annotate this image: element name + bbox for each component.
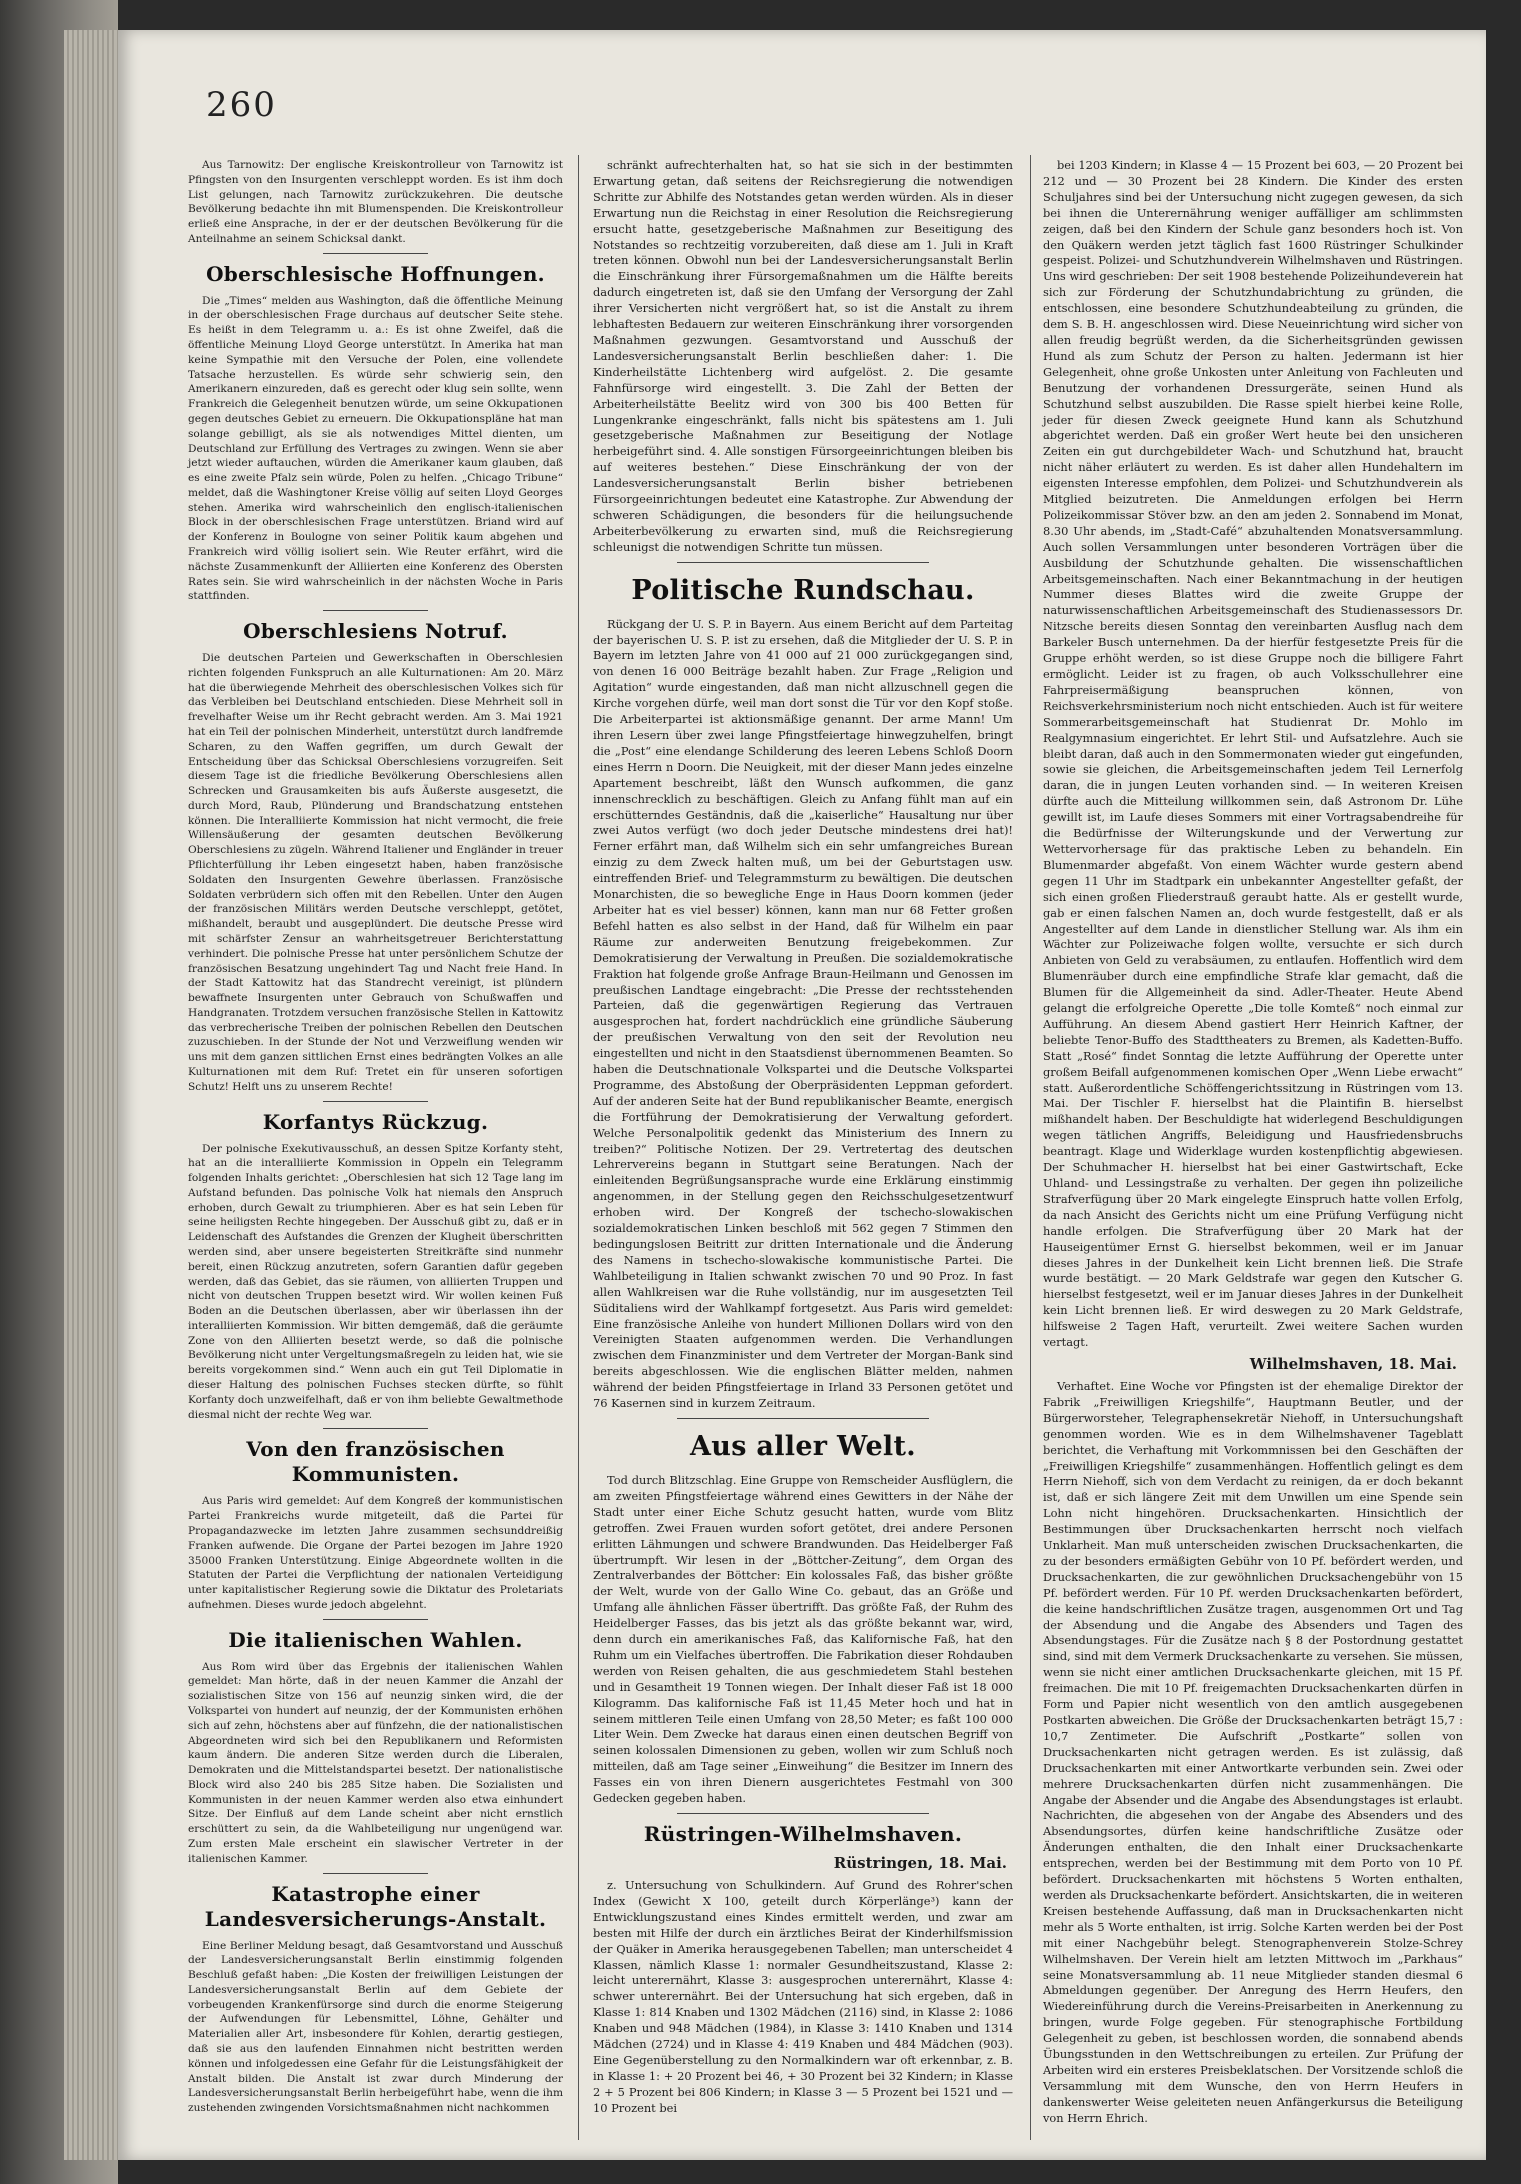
article-headline: Die italienischen Wahlen.	[228, 1627, 523, 1652]
article-hoffnungen	[188, 262, 563, 604]
article-body: schränkt aufrechterhalten hat, so hat sie sich in der bestimmten Erwartung getan, daß seitens der Reichsregierung die notwendigen Schritte zur Abhilfe des Notstandes getan werden würden. Als in dieser Erwartung nun die Reichstag in einer Resolution die Reichsregierung ersucht hatte, gesetzgeberische Maßnahmen zur Beseitigung des Notstandes so rechtzeitig vorzubereiten, daß diese am 1. Juli in Kraft treten können. Obwohl nun bei der Landesversicherungsanstalt Berlin die Einschränkung ihrer Fürsorgemaßnahmen um die Hälfte bereits dadurch eingetreten ist, daß sie den Umfang der Versorgung der Zahl ihrer Versicherten nicht vergrößert hat, so ist die Anstalt zu ihrem lebhaftesten Bedauern zur weiteren Einschränkung ihrer vorsorgenden Maßnahmen gezwungen. Gesamtvorstand und Ausschuß der Landesversicherungsanstalt Berlin beschließen daher: 1. Die Kinderheilstätte Lichtenberg wird aufgelöst. 2. Die gesamte Fahnfürsorge wird eingestellt. 3. Die Zahl der Betten der Arbeiterheilstätte Beelitz wird von 300 bis 400 Betten für Lungenkranke eingeschränkt, falls nicht bis spätestens am 1. Juli gesetzgeberische Maßnahmen zur Beseitigung der Notlage herbeigeführt sind. 4. Alle sonstigen Fürsorgeeinrichtungen bleiben bis auf weiteres bestehen.“ Diese Einschränkung der von der Landesversicherungsanstalt Berlin bisher betriebenen Fürsorgeeinrichtungen bedeutet eine Katastrophe. Zur Abwendung der schweren Schädigungen, die besonders für die heilungsuchende Arbeiterbevölkerung zu erwarten sind, muß die Reichsregierung schleunigst die notwendigen Schritte tun müssen.	[593, 158, 1013, 554]
article-local-news	[1043, 158, 1463, 1351]
article-body: Aus Tarnowitz: Der englische Kreiskontrolleur von Tarnowitz ist Pfingsten von den Insurgenten verschleppt worden. Es ist ihm doch List gelungen, nach Tarnowitz zurückzukehren. Die deutsche Bevölkerung bedachte ihn mit Blumenspenden. Die Kreiskontrolleur erließ eine Ansprache, in der er der deutschen Bevölkerung für die Anteilnahme an seinem Schicksal dankt.	[188, 159, 563, 245]
article-notruf	[188, 619, 563, 1094]
article-body: Verhaftet. Eine Woche vor Pfingsten ist der ehemalige Direktor der Fabrik „Freiwilligen Kriegshilfe“, Hauptmann Beutler, und der Bürgerworsteher, Telegraphensekretär Niehoff, in Untersuchungshaft genommen worden. Wie es in dem Wilhelmshavener Tageblatt berichtet, die Verhaftung mit Vorkommnissen bei den Geschäften der „Freiwilligen Kriegshilfe“ zusammenhängen. Hoffentlich gelingt es dem Herrn Niehoff, sich von dem Verdacht zu reinigen, da er doch bekannt ist, daß er sich längere Zeit mit dem Unwillen um eine Spende sein Lohn nicht hingehören. Drucksachenkarten. Hinsichtlich der Bestimmungen über Drucksachenkarten herrscht noch vielfach Unklarheit. Man muß unterscheiden zwischen Drucksachenkarten, die zu der besonders ermäßigten Gebühr von 10 Pf. befördert werden, und Drucksachenkarten, die zur gewöhnlichen Drucksachengebühr von 15 Pf. befördert werden. Für 10 Pf. werden Drucksachenkarten befördert, die keine handschriftlichen Zusätze tragen, ausgenommen Ort und Tag der Absendung und die Angabe des Absenders und Tagen des Absendungstages. Für die Zusätze nach § 8 der Postordnung gestattet sind, sind mit dem Vermerk Drucksachenkarte zu versehen. Sie müssen, wenn sie nicht einer amtlichen Drucksachenkarte gleichen, mit 15 Pf. freimachen. Die mit 10 Pf. freigemachten Drucksachenkarten dürfen in Form und Papier nicht wesentlich von den amtlich ausgegebenen Postkarten abweichen. Die Größe der Drucksachenkarten beträgt 15,7 : 10,7 Zentimeter. Die Aufschrift „Postkarte“ sollen von Drucksachenkarten nicht getragen werden. Es ist zulässig, daß Drucksachenkarten mit einer Antwortkarte verbunden sein. Zwei oder mehrere Drucksachenkarten dürfen nicht zusammenhängen. Die Angabe der Absender und die Angabe des Absendungstages ist erlaubt. Nachrichten, die abgesehen von der Angabe des Absenders und des Absendungsortes, dürfen keine handschriftliche Zusätze oder Änderungen enthalten, die den Inhalt einer Drucksachenkarte entsprechen, werden bei der Bestimmung mit dem Porto von 10 Pf. befördert. Drucksachenkarten mit höchstens 5 Worten enthalten, werden als Drucksachenkarte befördert. Ansichtskarten, die in weiteren Kreisen bestehende Auffassung, daß man in Drucksachenkarten nicht mehr als 5 Worte enthalten, ist irrig. Solche Karten werden bei der Post mit einer Nachgebühr belegt. Stenographenverein Stolze-Schrey Wilhelmshaven. Der Verein hielt am letzten Mittwoch im „Parkhaus“ seine Monatsversammlung ab. 11 neue Mitglieder standen diesmal 6 Abmeldungen gegenüber. Der Anregung des Herrn Heufers, den Wiedereinführung durch die Vereins-Preisarbeiten in Anerkennung zu bringen, wurde Folge gegeben. Für stenographische Fortbildung Gelegenheit zu geben, ist beschlossen worden, die sonnabend abends Übungsstunden in den Wettschreibungen zu erteilen. Zur Prüfung der Arbeiten wird ein ersteres Preisbeklatschen. Der Vorsitzende schloß die Versammlung mit dem Wunsche, den von Herrn Heufers in dankenswerter Weise geleiteten neuen Anfängerkursus die Beteiligung von Herrn Ehrich.	[1043, 1378, 1463, 2125]
dateline: Wilhelmshaven, 18. Mai.	[1249, 1354, 1457, 1373]
separator	[677, 1418, 929, 1419]
article-body: z. Untersuchung von Schulkindern. Auf Grund des Rohrer'schen Index (Gewicht X 100, geteilt durch Körperlänge³) kann der Entwicklungszustand eines Kindes ermittelt werden, und zwar am besten mit Hilfe der durch ein ärztliches Beirat der Kinderhilfsmission der Quäker in Amerika herausgegebenen Tabellen; man unterscheidet 4 Klassen, nämlich Klasse 1: normaler Gesundheitszustand, Klasse 2: leicht unterernährt, Klasse 3: ausgesprochen unterernährt, Klasse 4: schwer unterernährt. Bei der Untersuchung hat sich ergeben, daß in Klasse 1: 814 Knaben und 1302 Mädchen (2116) sind, in Klasse 2: 1086 Knaben und 948 Mädchen (1984), in Klasse 3: 1410 Knaben und 1314 Mädchen (2724) und in Klasse 4: 419 Knaben und 484 Mädchen (903). Eine Gegenüberstellung zu den Normalkindern war oft erkennbar, z. B. in Klasse 1: + 20 Prozent bei 46, + 30 Prozent bei 32 Kindern; in Klasse 2 + 5 Prozent bei 806 Kindern; in Klasse 3 — 5 Prozent bei 1521 und — 10 Prozent bei	[593, 1878, 1013, 2115]
article-kommunisten	[188, 1437, 563, 1612]
article-wilhelmshaven	[1043, 1355, 1463, 2127]
article-body: Die „Times“ melden aus Washington, daß die öffentliche Meinung in der oberschlesischen Frage durchaus auf deutscher Seite stehe. Es heißt in dem Telegramm u. a.: Es ist ohne Zweifel, daß die öffentliche Meinung Lloyd George unterstützt. In Amerika hat man keine Sympathie mit den Versuche der Polen, eine vollendete Tatsache herzustellen. Es würde sehr schwierig sein, den Amerikanern einzureden, daß es gerecht oder klug sein sollte, wenn Frankreich die Gelegenheit benutzen würde, um seine Okkupationen gegen deutsches Gebiet zu erneuern. Die Okkupationspläne hat man solange gebilligt, als sie als notwendiges Mittel dienten, um Deutschland zur Erfüllung des Vertrages zu zwingen. Wenn sie aber jetzt wieder auftauchen, würden die Amerikaner kaum glauben, daß es eine zweite Pfalz sein würde, Polen zu helfen. „Chicago Tribune“ meldet, daß die Washingtoner Kreise völlig auf seiten Lloyd Georges stehen. Amerika wird wahrscheinlich den englisch-italienischen Block in der oberschlesischen Frage unterstützen. Briand wird auf der Konferenz in Boulogne von seiner Politik kaum abgehen und Frankreich wird völlig isoliert sein. Wie Reuter erfährt, wird die nächste Zusammenkunft der Alliierten eine Konferenz des Obersten Rates sein. Sie wird wahrscheinlich in der nächsten Woche in Paris stattfinden.	[188, 294, 563, 603]
article-headline: Korfantys Rückzug.	[262, 1109, 489, 1134]
article-body: Aus Paris wird gemeldet: Auf dem Kongreß der kommunistischen Partei Frankreichs wurde mitgeteilt, daß die Partei für Propagandazwecke im letzten Jahre zusammen sechsunddreißig Franken aufwende. Die Organe der Partei bezogen im Jahre 1920 35000 Franken Unterstützung. Einige Abgeordnete wollten in die Statuten der Partei die Verpflichtung der nationalen Verteidigung unter kapitalistischer Regierung sowie die Diktatur des Proletariats aufnehmen. Dieses wurde jedoch abgelehnt.	[188, 1495, 563, 1611]
article-body: Der polnische Exekutivausschuß, an dessen Spitze Korfanty steht, hat an die interalliierte Kommission in Oppeln ein Telegramm folgenden Inhalts gerichtet: „Oberschlesien hat sich 12 Tage lang im Aufstand befunden. Das polnische Volk hat niemals den Anspruch erhoben, durch Gewalt zu triumphieren. Aber es hat sein Leben für seine heiligsten Rechte hingegeben. Der Ausschuß gibt zu, daß er in Leidenschaft des Aufstandes die Grenzen der Klugheit überschritten werden sind, aber unsere begeisterten Streitkräfte sind nunmehr bereit, einen Rückzug anzutreten, sofern Garantien dafür gegeben werden, daß das Gebiet, das sie räumen, von alliierten Truppen und nicht von deutschen Truppen besetzt wird. Wir wollen keinen Fuß Boden an die Deutschen überlassen, aber wir überlassen ihn der interalliierten Kommission. Wir bitten demgemäß, daß die geräumte Zone von den Alliierten besetzt werde, so daß die polnische Bevölkerung nicht unter Vergeltungsmaßregeln zu leiden hat, wie sie bereits vorgekommen sind.“ Wenn auch ein gut Teil Diplomatie in dieser Haltung des polnischen Fuchses stecken dürfte, so fühlt Korfanty doch unzweifelhaft, daß er von ihm beliebte Gewaltmethode diesmal nicht der rechte Weg war.	[188, 1142, 563, 1421]
section-headline: Aus aller Welt.	[690, 1430, 916, 1462]
column-divider	[578, 155, 579, 2140]
separator	[323, 1619, 428, 1620]
article-rundschau	[593, 575, 1013, 1412]
article-headline: Oberschlesiens Notruf.	[243, 619, 508, 644]
separator	[677, 1813, 929, 1814]
column-middle	[593, 158, 1013, 2121]
article-body: Aus Rom wird über das Ergebnis der italienischen Wahlen gemeldet: Man hörte, daß in der neuen Kammer die Anzahl der sozialistischen Sitze von 156 auf neunzig sinken wird, die der Volkspartei von hundert auf neunzig, der der Kommunisten erhöhen sich auf zehn, höchstens aber auf fünfzehn, die der nationalistischen Abgeordneten wird sich bei den Republikanern und Reformisten kaum ändern. Die anderen Sitze werden durch die Liberalen, Demokraten und die Mittelstandspartei besetzt. Der nationalistische Block wird also 240 bis 285 Sitze haben. Die Sozialisten und Kommunisten in der neuen Kammer werden also etwa einhundert Sitze. Der Einfluß auf dem Lande scheint aber nicht ernstlich erschüttert zu sein, da die Wahlbeteiligung nur ungenügend war. Zum ersten Male erscheint ein slawischer Vertreter in der italienischen Kammer.	[188, 1660, 563, 1865]
separator	[323, 610, 428, 611]
article-headline: Katastrophe einer Landesversicherungs-Anstalt.	[204, 1881, 547, 1931]
article-body: bei 1203 Kindern; in Klasse 4 — 15 Prozent bei 603, — 20 Prozent bei 212 und — 30 Prozent bei 28 Kindern. Die Kinder des ersten Schuljahres sind bei der Untersuchung nicht zugegen gewesen, da sich bei ihnen die Unterernährung weniger auffälliger am schlimmsten zeigen, daß bei den Kindern der Schule ganz besonders hoch ist. Von den Quäkern werden jetzt täglich fast 1600 Rüstringer Schulkinder gespeist. Polizei- und Schutzhundverein Wilhelmshaven und Rüstringen. Uns wird geschrieben: Der seit 1908 bestehende Polizeihundeverein hat sich zur Förderung der Schutzhundabrichtung zu gründen, die entschlossen, eine besondere Schutzhundeabteilung zu gründen, die dem S. B. H. angeschlossen wird. Diese Neueinrichtung wird sicher von allen freudig begrüßt werden, da die Sicherheitsgründen gewissen Hund als zum Schutz der Person zu halten. Jedermann ist hier Gelegenheit, ohne große Unkosten unter Anleitung von Fachleuten und Benutzung der vorhandenen Dressurgeräte, seinen Hund als Schutzhund selbst auszubilden. Die Rasse spielt hierbei keine Rolle, jeder für diesen Zweck geeignete Hund kann als Schutzhund abgerichtet werden. Daß ein großer Wert heute bei den unsicheren Zeiten ein gut durchgebildeter Wach- und Schutzhund hat, braucht nicht näher erläutert zu werden. Es ist daher allen Hundehaltern im eigensten Interesse empfohlen, dem Polizei- und Schutzhundverein als Mitglied beizutreten. Die Anmeldungen erfolgen bei Herrn Polizeikommissar Stöver bzw. an den am jeden 2. Sonnabend im Monat, 8.30 Uhr abends, im „Stadt-Café“ abzuhaltenden Monatsversammlung. Auch sollen Versammlungen unter besonderen Vorträgen über die Ausbildung der Schutzhunde gehalten. Die wissenschaftlichen Arbeitsgemeinschaften. Nach einer Bekanntmachung in der heutigen Nummer dieses Blattes wird die zweite Gruppe der naturwissenschaftlichen Arbeitsgemeinschaft des Studienassessors Dr. Nitzsche bereits diesen Sonntag den vereinbarten Ausflug nach dem Barkeler Busch unternehmen. Da der hierfür festgesetzte Preis für die Gruppe erhöht werden, so ist diese Gruppe noch die billigere Fahrt ermöglicht. Leider ist zu fragen, ob auch Volksschullehrer eine Fahrpreisermäßigung beanspruchen können, von Reichsverkehrsministerium noch nicht entschieden. Auch ist für weitere Sommerarbeitsgemeinschaft hat Studienrat Dr. Mohlo im Realgymnasium eingerichtet. Er lehrt Stil- und Aufsatzlehre. Auch sie bleibt daran, daß auch in den Sommermonaten wieder gut eingefunden, sowie sie gleichen, die Arbeitsgemeinschaften jedem Teil Lernerfolg daran, die in jungen Leuten vorhanden sind. — In weiteren Kreisen dürfte auch die Mitteilung willkommen sein, daß Astronom Dr. Lühe gewillt ist, im Laufe dieses Sommers mit einer Vortragsabendreihe für die Bedürfnisse der Wilterungskunde und der Verwertung zur Wettervorhersage für das praktische Leben zu behandeln. Ein Blumenmarder abgefaßt. Von einem Wächter wurde gestern abend gegen 11 Uhr im Stadtpark ein unbekannter Angestellter gefaßt, der sich einen großen Fliederstrauß geraubt hatte. Als er gestellt wurde, gab er einen falschen Namen an, doch wurde festgestellt, daß er als Angestellter auf dem Lande in dienstlicher Stellung war. Als ihm ein Wächter zur Polizeiwache folgen wollte, versuchte er sich durch Anbieten von Geld zu verabsäumen, zu entlaufen. Hoffentlich wird dem Blumenräuber durch eine empfindliche Strafe klar gemacht, daß die Blumen für die Allgemeinheit da sind. Adler-Theater. Heute Abend gelangt die erfolgreiche Operette „Die tolle Komteß“ noch einmal zur Aufführung. An diesem Abend gastiert Herr Heinrich Kaftner, der beliebte Tenor-Buffo des Stadttheaters zu Bremen, als Kadetten-Buffo. Statt „Rosé“ findet Sonntag die letzte Aufführung der Operette unter großem Beifall aufgenommenen komischen Oper „Wenn Liebe erwacht“ statt. Außerordentliche Schöffengerichtssitzung in Rüstringen vom 13. Mai. Der Tischler F. hierselbst hat die Plaintifin B. hierselbst mißhandelt haben. Der Beschuldigte hat widerlegend Beschuldigungen wegen tätlichen Angriffs, Beleidigung und Hausfriedensbruchs beantragt. Klage und Widerklage wurden kostenpflichtig abgewiesen. Der Schuhmacher H. hierselbst hat bei einer Gastwirtschaft, Ecke Uhland- und Lessingstraße zu verhalten. Der gegen ihn polizeiliche Strafverfügung über 20 Mark eingelegte Einspruch hatte vollen Erfolg, da nach Ansicht des Gerichts nicht um eine Prüfung Verfügung nicht handle erfolgen. Die Strafverfügung über 20 Mark hat der Hauseigentümer Ernst G. hierselbst bekommen, weil er im Januar dieses Jahres in der Dunkelheit kein Licht brennen ließ. Die Strafe wurde bestätigt. — 20 Mark Geldstrafe war gegen den Kutscher G. hierselbst festgesetzt, weil er im Januar dieses Jahres in der Dunkelheit kein Licht brennen ließ. Er wird deswegen zu 20 Mark Geldstrafe, hilfsweise 2 Tagen Haft, verurteilt. Zwei weitere Sachen wurden vertagt.	[1043, 158, 1463, 1350]
page-number: 260	[206, 85, 277, 125]
article-headline: Oberschlesische Hoffnungen.	[206, 261, 545, 286]
book-spine	[64, 30, 120, 2160]
column-left	[188, 158, 563, 2120]
section-headline: Rüstringen-Wilhelmshaven.	[643, 1822, 963, 1846]
separator	[677, 562, 929, 563]
separator	[323, 1101, 428, 1102]
separator	[323, 1873, 428, 1874]
article-landesversicherung-continued	[593, 158, 1013, 556]
section-headline: Politische Rundschau.	[631, 574, 975, 606]
article-landesversicherung	[188, 1882, 563, 2116]
article-body: Die deutschen Parteien und Gewerkschaften in Oberschlesien richten folgenden Funkspruch an alle Kulturnationen: Am 20. März hat die überwiegende Mehrheit des oberschlesischen Volkes sich für das Verbleiben bei Deutschland entschieden. Diese Mehrheit soll in frevelhafter Weise um ihr Recht gebracht werden. Am 3. Mai 1921 hat ein Teil der polnischen Minderheit, unterstützt durch landfremde Scharen, zu den Waffen gegriffen, um durch Gewalt der Entscheidung über das Schicksal Oberschlesiens vorzugreifen. Seit diesem Tage ist die friedliche Bevölkerung Oberschlesiens allen Schrecken und Grausamkeiten bis aufs Äußerste ausgesetzt, die durch Mord, Raub, Plünderung und Brandschatzung entstehen können. Die Interalliierte Kommission hat nicht vermocht, die freie Willensäußerung der gesamten deutschen Bevölkerung Oberschlesiens zu zügeln. Während Italiener und Engländer in treuer Pflichterfüllung ihr Leben eingesetzt haben, haben französische Soldaten den Insurgenten Gewehre überlassen. Französische Soldaten verbrüdern sich offen mit den Rebellen. Unter den Augen der französischen Militärs werden Deutsche verschleppt, getötet, mißhandelt, beraubt und ausgeplündert. Die deutsche Presse wird mit schärfster Zensur an wahrheitsgetreuer Berichterstattung verhindert. Die polnische Presse hat unter persönlichem Schutze der französischen Besatzung ungehindert Tag und Nacht freie Hand. In der Stadt Kattowitz hat das Standrecht vereinigt, ist plündern bewaffnete Insurgenten unter Gebrauch von Schußwaffen und Handgranaten. Trotzdem versuchen französische Stellen in Kattowitz das verbrecherische Treiben der polnischen Rebellen den Deutschen zuzuschieben. In der Stunde der Not und Verzweiflung wenden wir uns mit dem ganzen sittlichen Ernst eines bedrängten Volkes an alle Kulturnationen mit dem Ruf: Tretet ein für unseren sofortigen Schutz! Helft uns zu unserem Rechte!	[188, 652, 563, 1093]
article-wahlen	[188, 1628, 563, 1867]
separator	[323, 1428, 428, 1429]
article-body: Rückgang der U. S. P. in Bayern. Aus einem Bericht auf dem Parteitag der bayerischen U. S. P. ist zu ersehen, daß die Mitglieder der U. S. P. in Bayern im letzten Jahre von 41 000 auf 21 000 zurückgegangen sind, von denen 16 000 Beiträge bezahlt haben. Zur Frage „Religion und Agitation“ wurde eingestanden, daß man nicht allzuschnell gegen die Kirche vorgehen dürfe, weil man dort sonst die Tür vor den Kopf stoße. Die Arbeiterpartei ist aktionsmäßige genannt. Der arme Mann! Um ihren Lesern über zwei lange Pfingstfeiertage hinwegzuhelfen, bringt die „Post“ eine elendange Schilderung des leeren Lebens Schloß Doorn eines Herrn n Doorn. Die Neuigkeit, mit der dieser Mann jedes einzelne Apartement beschreibt, läßt den Wunsch aufkommen, die ganz innenschrecklich zu beschäftigen. Gleich zu Anfang fühlt man auf ein erschütterndes Geständnis, daß die „kaiserliche“ Hausaltung nur über zwei Autos verfügt (wo doch jeder Deutsche mindestens drei hat)! Ferner erfährt man, daß Wilhelm sich ein sehr umfangreiches Burean einzig zu dem Zweck halten muß, um bei der Geburtstagen usw. eintreffenden Brief- und Telegrammsturm zu bewältigen. Die deutschen Monarchisten, die so bewegliche Enge in Haus Doorn kommen (jeder Arbeiter hat es viel besser) können, kann man nur 68 Fetter großen Befehl hatten es also selbst in der Hand, daß für Wilhelm ein paar Räume zur anderweiten Benutzung freigebekommen. Zur Demokratisierung der Verwaltung in Preußen. Die sozialdemokratische Fraktion hat folgende große Anfrage Braun-Heilmann und Genossen im preußischen Landtage eingebracht: „Die Presse der rechtsstehenden Parteien, daß die gegenwärtigen Regierung das Vertrauen ausgesprochen hat, fordert nachdrücklich eine gründliche Säuberung der preußischen Verwaltung von den seit der Revolution neu eingestellten und nicht in den Staatsdienst übernommenen Beamten. So haben die Deutschnationale Volkspartei und die Deutsche Volkspartei Programme, des Abstoßung der Oberpräsidenten Leppman gefordert. Auf der anderen Seite hat der Bund republikanischer Beamte, energisch die Fortführung der Demokratisierung der Verwaltung gefordert. Welche Personalpolitik gedenkt das Ministerium des Innern zu treiben?“ Politische Notizen. Der 29. Vertretertag des deutschen Lehrervereins begann in Stuttgart seine Beratungen. Nach der einleitenden Begrüßungsansprache wurde eine Erklärung einstimmig angenommen, in der Stellung gegen den Reichsschulgesetzentwurf erhoben wird. Der Kongreß der tschecho-slowakischen sozialdemokratischen Linken beschloß mit 562 gegen 7 Stimmen den bedingungslosen Beitritt zur dritten Internationale und die Änderung des Namens in tschecho-slowakische kommunistische Partei. Die Wahlbeteiligung in Italien schwankt zwischen 70 und 90 Proz. In fast allen Wahlkreisen war die Ruhe vollständig, nur im ausgesetzten Teil Süditaliens wird der Wahlkampf fortgesetzt. Aus Paris wird gemeldet: Eine französische Anleihe von hundert Millionen Dollars wird von den Vereinigten Staaten aufgenommen werden. Die Verhandlungen zwischen dem Finanzminister und dem Vertreter der Morgan-Bank sind bereits abgeschlossen. Wie die englischen Blätter melden, nahmen während der beiden Pfingstfeiertage in Irland 33 Personen getötet und 76 Kasernen sind in kurzem Zeitraum.	[593, 616, 1013, 1411]
article-body: Tod durch Blitzschlag. Eine Gruppe von Remscheider Ausflüglern, die am zweiten Pfingstfeiertage während eines Gewitters in der Nähe der Stadt unter einer Eiche Schutz gesucht hatten, wurde vom Blitz getroffen. Zwei Frauen wurden sofort getötet, drei andere Personen erlitten Lähmungen und schwere Brandwunden. Das Heidelberger Faß übertrumpft. Wir lesen in der „Böttcher-Zeitung“, dem Organ des Zentralverbandes der Böttcher: Ein kolossales Faß, das bisher größte der Welt, wurde von der Gallo Wine Co. gebaut, das an Größe und Umfang alle ähnlichen Fässer übertrifft. Das größte Faß, der Ruhm des Heidelberger Fasses, das bis jetzt als das größte bekannt war, wird, denn durch ein amerikanisches Faß, das Kalifornische Faß, hat den Ruhm um ein Vielfaches übertroffen. Die Fabrikation dieser Rohdauben werden von Reisen gehalten, die aus geschmiedetem Stahl bestehen und in Gesamtheit 19 Tonnen wiegen. Der Inhalt dieser Faß ist 18 000 Kilogramm. Das kalifornische Faß ist 11,45 Meter hoch und hat in seinem mittleren Teile einen Umfang von 28,50 Meter; es faßt 100 000 Liter Wein. Dem Zwecke hat daraus einen einen deutschen Begriff von seinen kolossalen Dimensionen zu geben, wollen wir zum Schluß noch mitteilen, daß am Tage seiner „Einweihung“ die Besitzer im Innern des Fasses ein von ihren Dienern ausgerichtetes Festmahl von 300 Gedecken gegeben haben.	[593, 1472, 1013, 1806]
article-tarnowitz	[188, 158, 563, 247]
column-right	[1043, 158, 1463, 2131]
article-korfanty	[188, 1110, 563, 1423]
article-aus-aller-welt	[593, 1431, 1013, 1807]
column-divider	[1030, 155, 1031, 2140]
article-ruestringen	[593, 1822, 1013, 2117]
dateline: Rüstringen, 18. Mai.	[833, 1854, 1007, 1872]
separator	[323, 253, 428, 254]
newspaper-page	[118, 30, 1486, 2160]
article-headline: Von den französischen Kommunisten.	[246, 1437, 505, 1487]
article-body: Eine Berliner Meldung besagt, daß Gesamtvorstand und Ausschuß der Landesversicherungsanstalt Berlin einstimmig folgenden Beschluß gefaßt haben: „Die Kosten der freiwilligen Leistungen der Landesversicherungsanstalt Berlin auf dem Gebiete der vorbeugenden Krankenfürsorge sind durch die enorme Steigerung der Aufwendungen für Lebensmittel, Löhne, Gehälter und Materialien aller Art, insbesondere für Kohlen, derartig gestiegen, daß sie aus den laufenden Einnahmen nicht bestritten werden können und infolgedessen eine Gefahr für die Leistungsfähigkeit der Anstalt bilden. Die Anstalt ist zwar durch Minderung der Landesversicherungsanstalt Berlin herbeigeführt habe, wenn die ihm zustehenden zwingenden Vorsichtsmaßnahmen nicht nachkommen	[188, 1939, 563, 2115]
